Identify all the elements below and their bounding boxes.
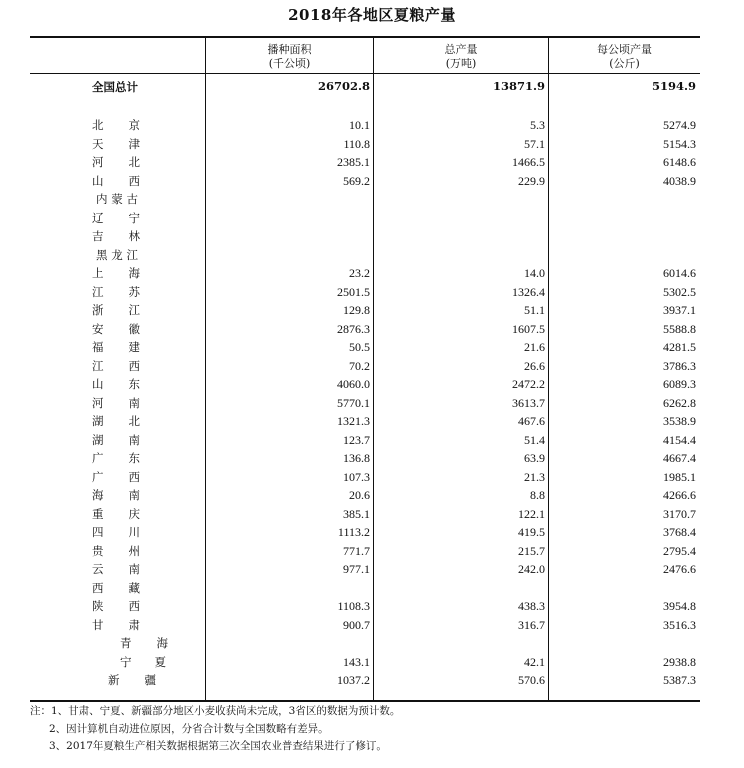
region-name: 黑 龙 江 xyxy=(96,247,138,262)
table-row xyxy=(0,634,744,653)
region-name: 广 西 xyxy=(92,469,140,484)
table-row xyxy=(0,468,744,487)
table-row xyxy=(0,264,744,283)
header-output-label: 总产量 xyxy=(444,43,478,56)
region-name: 浙 江 xyxy=(92,303,140,317)
area-value: 1037.2 xyxy=(337,673,370,687)
table-row xyxy=(0,283,744,302)
output-value: 1466.5 xyxy=(512,155,545,169)
output-value: 1326.4 xyxy=(512,284,545,299)
table-row xyxy=(0,357,744,376)
table-row xyxy=(0,542,744,561)
yield-value: 3538.9 xyxy=(663,414,696,428)
area-value: 107.3 xyxy=(343,469,370,484)
area-value: 50.5 xyxy=(349,340,370,354)
yield-value: 3516.3 xyxy=(663,617,696,632)
table-row xyxy=(0,394,744,413)
header-bottom-rule xyxy=(30,73,700,74)
area-value: 143.1 xyxy=(343,654,370,669)
area-value: 20.6 xyxy=(349,488,370,502)
table-row xyxy=(0,246,744,265)
region-name: 辽 宁 xyxy=(92,210,140,225)
table-row xyxy=(0,616,744,635)
region-name: 贵 州 xyxy=(92,543,140,558)
yield-value: 2476.6 xyxy=(663,562,696,576)
area-value: 771.7 xyxy=(343,543,370,558)
yield-value: 3768.4 xyxy=(663,525,696,539)
yield-value: 4154.4 xyxy=(663,432,696,447)
region-name: 广 东 xyxy=(92,451,140,465)
yield-value: 5387.3 xyxy=(663,673,696,687)
output-value: 467.6 xyxy=(518,414,545,428)
table-row xyxy=(0,209,744,228)
region-name: 陕 西 xyxy=(92,599,140,613)
region-name: 西 藏 xyxy=(92,580,140,595)
region-name: 新 疆 xyxy=(108,673,156,687)
output-value: 5.3 xyxy=(530,118,545,132)
yield-value: 5154.3 xyxy=(663,136,696,151)
yield-value: 4667.4 xyxy=(663,451,696,465)
output-value: 3613.7 xyxy=(512,395,545,410)
footnote: 注：1、甘肃、宁夏、新疆部分地区小麦收获尚未完成，3省区的数据为预计数。 xyxy=(30,705,401,717)
yield-value: 6089.3 xyxy=(663,377,696,391)
table-row xyxy=(0,449,744,468)
table-row xyxy=(0,190,744,209)
area-value: 1108.3 xyxy=(337,599,370,613)
output-value: 419.5 xyxy=(518,525,545,539)
output-value: 438.3 xyxy=(518,599,545,613)
region-name: 安 徽 xyxy=(92,321,140,336)
region-name: 江 苏 xyxy=(92,284,140,299)
output-value: 14.0 xyxy=(524,266,545,280)
area-value: 4060.0 xyxy=(337,377,370,391)
region-name: 海 南 xyxy=(92,488,140,502)
area-value: 1113.2 xyxy=(337,525,370,539)
footnote: 2、因计算机自动进位原因，分省合计数与全国数略有差异。 xyxy=(49,722,329,735)
area-value: 2876.3 xyxy=(337,321,370,336)
table-row xyxy=(0,579,744,598)
table-row xyxy=(0,597,744,616)
area-value: 23.2 xyxy=(349,266,370,280)
header-yield-unit: (公斤) xyxy=(609,57,640,70)
region-name: 福 建 xyxy=(92,340,140,354)
header-area-label: 播种面积 xyxy=(267,43,312,56)
table-row xyxy=(0,560,744,579)
footnotes xyxy=(30,703,400,756)
region-name: 山 东 xyxy=(92,377,140,391)
area-value: 569.2 xyxy=(343,173,370,188)
yield-value: 2938.8 xyxy=(663,654,696,669)
region-table-body xyxy=(0,116,744,690)
table-row xyxy=(0,338,744,357)
yield-value: 3937.1 xyxy=(663,303,696,317)
table-row xyxy=(0,505,744,524)
area-value: 123.7 xyxy=(343,432,370,447)
yield-value: 3170.7 xyxy=(663,506,696,521)
yield-value: 6014.6 xyxy=(663,266,696,280)
area-value: 5770.1 xyxy=(337,395,370,410)
table-row xyxy=(0,320,744,339)
table-row xyxy=(0,227,744,246)
yield-value: 3786.3 xyxy=(663,358,696,373)
region-name: 甘 肃 xyxy=(92,617,140,632)
yield-value: 3954.8 xyxy=(663,599,696,613)
yield-value: 5588.8 xyxy=(663,321,696,336)
region-name: 江 西 xyxy=(92,358,140,373)
output-value: 1607.5 xyxy=(512,321,545,336)
region-name: 吉 林 xyxy=(92,229,140,243)
header-area-unit: (千公顷) xyxy=(268,57,311,70)
yield-value: 4266.6 xyxy=(663,488,696,502)
table-row xyxy=(0,412,744,431)
output-value: 570.6 xyxy=(518,673,545,687)
region-name: 云 南 xyxy=(92,562,140,576)
output-value: 63.9 xyxy=(524,451,545,465)
area-value: 385.1 xyxy=(343,506,370,521)
table-row xyxy=(0,301,744,320)
yield-value: 5274.9 xyxy=(663,118,696,132)
header-output-unit: (万吨) xyxy=(445,57,477,70)
table-row xyxy=(0,486,744,505)
yield-value: 6148.6 xyxy=(663,155,696,169)
region-name: 湖 北 xyxy=(92,414,140,428)
output-value: 316.7 xyxy=(518,617,545,632)
area-value: 2501.5 xyxy=(337,284,370,299)
output-value: 21.3 xyxy=(524,469,545,484)
region-name: 河 南 xyxy=(92,395,140,410)
region-name: 重 庆 xyxy=(92,506,140,521)
header-area xyxy=(206,43,373,71)
output-value: 2472.2 xyxy=(512,377,545,391)
table-row xyxy=(0,653,744,672)
table-row xyxy=(0,375,744,394)
table-bottom-rule xyxy=(30,700,700,702)
table-row xyxy=(0,523,744,542)
table-top-rule xyxy=(30,36,700,38)
table-row xyxy=(0,135,744,154)
area-value: 10.1 xyxy=(349,118,370,132)
output-value: 42.1 xyxy=(524,654,545,669)
region-name: 山 西 xyxy=(92,173,140,188)
table-row xyxy=(0,671,744,690)
page-title: 2018年各地区夏粮产量 xyxy=(288,6,456,24)
region-name: 宁 夏 xyxy=(120,654,166,669)
area-value: 110.8 xyxy=(343,136,370,151)
region-name: 河 北 xyxy=(92,155,140,169)
yield-value: 4281.5 xyxy=(663,340,696,354)
output-value: 215.7 xyxy=(518,543,545,558)
area-value: 1321.3 xyxy=(337,414,370,428)
area-value: 129.8 xyxy=(343,303,370,317)
region-name: 天 津 xyxy=(92,136,140,151)
total-yield: 5194.9 xyxy=(651,79,696,93)
region-name: 湖 南 xyxy=(92,432,140,447)
output-value: 57.1 xyxy=(524,136,545,151)
area-value: 2385.1 xyxy=(337,155,370,169)
yield-value: 4038.9 xyxy=(663,173,696,188)
yield-value: 2795.4 xyxy=(663,543,696,558)
header-yield-label: 每公顷产量 xyxy=(597,43,652,56)
region-name: 内 蒙 古 xyxy=(96,192,138,206)
header-output xyxy=(374,43,548,71)
table-row xyxy=(0,153,744,172)
output-value: 26.6 xyxy=(524,358,545,373)
output-value: 242.0 xyxy=(518,562,545,576)
region-name: 青 海 xyxy=(120,636,168,650)
table-row xyxy=(0,172,744,191)
total-area: 26702.8 xyxy=(317,79,370,93)
region-name: 上 海 xyxy=(92,266,140,280)
yield-value: 1985.1 xyxy=(663,469,696,484)
footnote: 3、2017年夏粮生产相关数据根据第三次全国农业普查结果进行了修订。 xyxy=(49,740,387,752)
region-name: 北 京 xyxy=(92,118,140,132)
yield-value: 5302.5 xyxy=(663,284,696,299)
area-value: 70.2 xyxy=(349,358,370,373)
output-value: 8.8 xyxy=(530,488,545,502)
table-row xyxy=(0,116,744,135)
table-row xyxy=(0,431,744,450)
header-yield xyxy=(549,43,700,71)
area-value: 900.7 xyxy=(343,617,370,632)
output-value: 21.6 xyxy=(524,340,545,354)
area-value: 136.8 xyxy=(343,451,370,465)
total-label: 全国总计 xyxy=(92,80,138,94)
output-value: 229.9 xyxy=(518,173,545,188)
output-value: 51.1 xyxy=(524,303,545,317)
output-value: 51.4 xyxy=(524,432,545,447)
region-name: 四 川 xyxy=(92,525,140,539)
yield-value: 6262.8 xyxy=(663,395,696,410)
total-output: 13871.9 xyxy=(492,79,545,93)
output-value: 122.1 xyxy=(518,506,545,521)
area-value: 977.1 xyxy=(343,562,370,576)
